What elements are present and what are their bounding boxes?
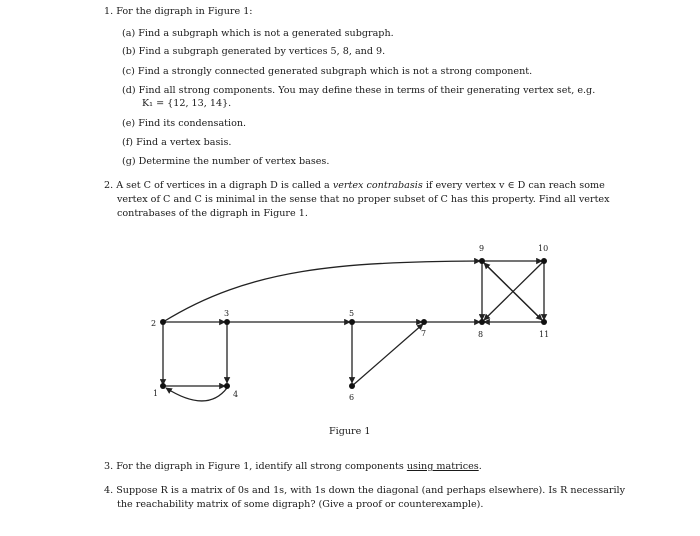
- problem-3: [104, 461, 482, 473]
- vertex-4: [224, 383, 230, 389]
- vertex-7: [421, 319, 427, 325]
- vertex-6: [349, 383, 355, 389]
- vertex-2: [160, 319, 166, 325]
- figure-caption: Figure 1: [329, 426, 371, 437]
- problem-3-text: 3. For the digraph in Figure 1, identify all strong components: [104, 461, 407, 472]
- vertex-11: [541, 319, 547, 325]
- problem-1d-example: K₁ = {12, 13, 14}.: [142, 98, 232, 109]
- label-5: 5: [349, 309, 355, 318]
- problem-1-intro: 1. For the digraph in Figure 1:: [104, 6, 253, 17]
- vertex-5: [349, 319, 355, 325]
- problem-1d: (d) Find all strong components. You may define these in terms of their generating vertex set, e.g.: [122, 85, 596, 96]
- edge-10-8: [484, 261, 544, 320]
- vertex-9: [479, 258, 485, 264]
- problem-1g: (g) Determine the number of vertex bases.: [122, 156, 330, 167]
- problem-2-line-2: vertex of C and C is minimal in the sense that no proper subset of C has this property. Find all vertex: [117, 194, 610, 205]
- label-1: 1: [153, 389, 159, 398]
- problem-2-line-3: contrabases of the digraph in Figure 1.: [117, 208, 308, 219]
- label-9: 9: [479, 244, 485, 253]
- label-2: 2: [151, 319, 157, 328]
- problem-2-text-a: 2. A set C of vertices in a digraph D is called a: [104, 180, 333, 191]
- edge-2-9: [163, 261, 480, 322]
- problem-1b: (b) Find a subgraph generated by vertices 5, 8, and 9.: [122, 46, 386, 57]
- vertex-8: [479, 319, 485, 325]
- label-8: 8: [478, 330, 484, 339]
- label-3: 3: [224, 309, 230, 318]
- problem-1c: (c) Find a strongly connected generated subgraph which is not a strong component.: [122, 66, 533, 77]
- vertex-3: [224, 319, 230, 325]
- problem-2-term: vertex contrabasis: [332, 180, 423, 191]
- label-10: 10: [538, 244, 549, 253]
- problem-3-underlined: using matrices: [406, 461, 479, 472]
- problem-1e: (e) Find its condensation.: [122, 118, 247, 129]
- edge-4-1: [166, 388, 227, 401]
- problem-4-line-2: the reachability matrix of some digraph? (Give a proof or counterexample).: [117, 499, 484, 510]
- vertex-1: [160, 383, 166, 389]
- edge-6-7: [352, 324, 423, 386]
- vertex-10: [541, 258, 547, 264]
- label-11: 11: [539, 330, 550, 339]
- problem-1a: (a) Find a subgraph which is not a generated subgraph.: [122, 28, 394, 39]
- problem-2-text-b: if every vertex v ∈ D can reach some: [422, 180, 605, 191]
- problem-3-end: .: [478, 461, 482, 472]
- edge-11-9: [484, 263, 544, 322]
- label-4: 4: [233, 390, 239, 399]
- problem-1f: (f) Find a vertex basis.: [122, 137, 232, 148]
- problem-4-line-1: 4. Suppose R is a matrix of 0s and 1s, with 1s down the diagonal (and perhaps elsewhere). Is R necessarily: [104, 485, 626, 496]
- label-7: 7: [421, 329, 427, 338]
- label-6: 6: [349, 393, 355, 402]
